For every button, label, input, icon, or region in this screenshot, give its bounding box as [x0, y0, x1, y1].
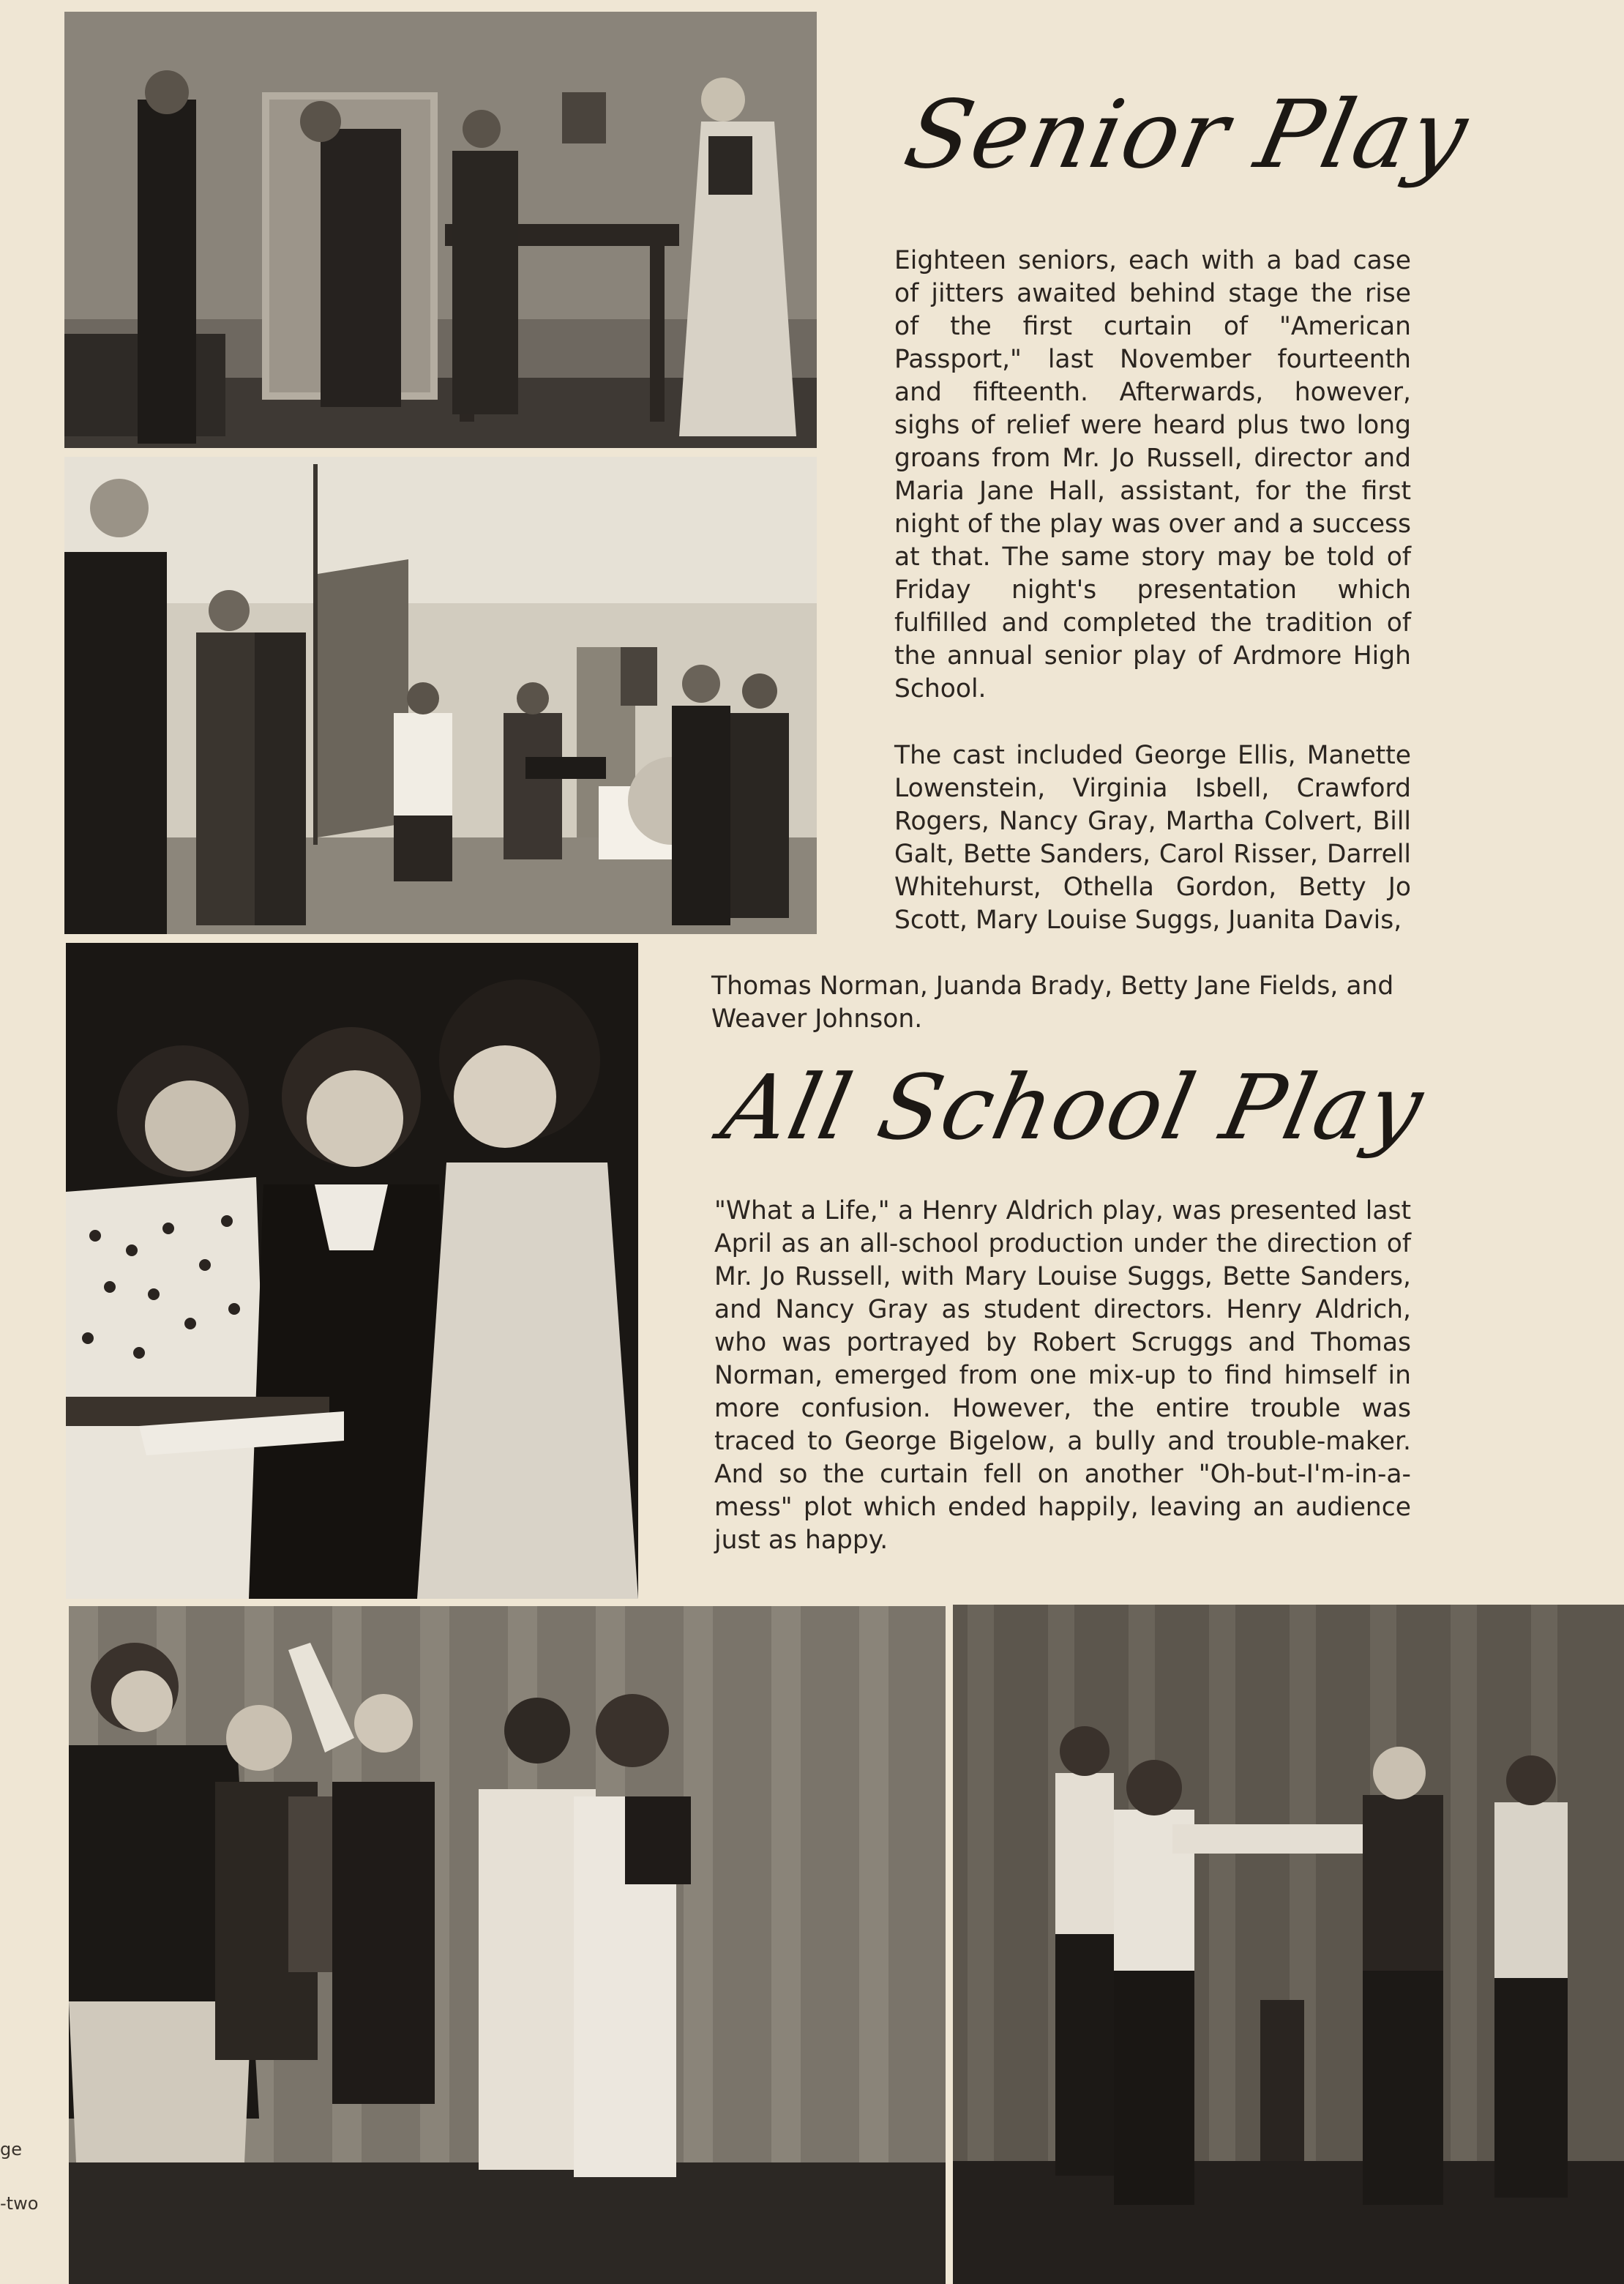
senior-play-cast-continued: Thomas Norman, Juanda Brady, Betty Jane Fields, and Weaver Johnson.	[711, 971, 1394, 1034]
senior-play-title: Senior Play	[896, 81, 1478, 190]
senior-play-paragraph: Eighteen seniors, each with a bad case of jitters awaited behind stage the rise of the first curtain of "American Passport," last November fourteenth and fifteenth. Afterwards, however, sighs of relief were heard plus two long groans from Mr. Jo Russell, director and Maria Jane Hall, assistant, for the first night of the play was over and a success at that. The same story may be told of Friday night's presentation which fulfilled and completed the tradition of the annual senior play of Ardmore High School.	[894, 246, 1411, 704]
senior-play-photo-cast-lineup	[64, 457, 817, 934]
all-school-play-photo-three-girls	[66, 943, 638, 1599]
all-school-play-photo-scuffle	[953, 1605, 1624, 2284]
all-school-play-paragraph: "What a Life," a Henry Aldrich play, was presented last April as an all-school production under the direction of Mr. Jo Russell, with Mary Louise Suggs, Bette Sanders, and Nancy Gray as student directors. Henry Aldrich, who was portrayed by Robert Scruggs and Thomas Norman, emerged from one mix-up to find himself in more confusion. However, the entire trouble was traced to George Bigelow, a bully and trouble-maker. And so the curtain fell on another "Oh-but-I'm-in-a-mess" plot which ended happily, leaving an audience just as happy.	[714, 1196, 1411, 1555]
page-folio-line-1: ge	[0, 2139, 22, 2160]
all-school-play-photo-stage-action	[69, 1606, 946, 2284]
all-school-play-title: All School Play	[713, 1056, 1433, 1160]
page-folio-line-2: -two	[0, 2193, 39, 2214]
senior-play-cast-paragraph: The cast included George Ellis, Manette Lowenstein, Virginia Isbell, Crawford Rogers, Nancy Gray, Martha Colvert, Bill Galt, Bette Sanders, Carol Risser, Darrell Whitehurst, Othella Gordon, Betty Jo Scott, Mary Louise Suggs, Juanita Davis,	[894, 741, 1411, 935]
senior-play-photo-stage-scene	[64, 12, 817, 448]
